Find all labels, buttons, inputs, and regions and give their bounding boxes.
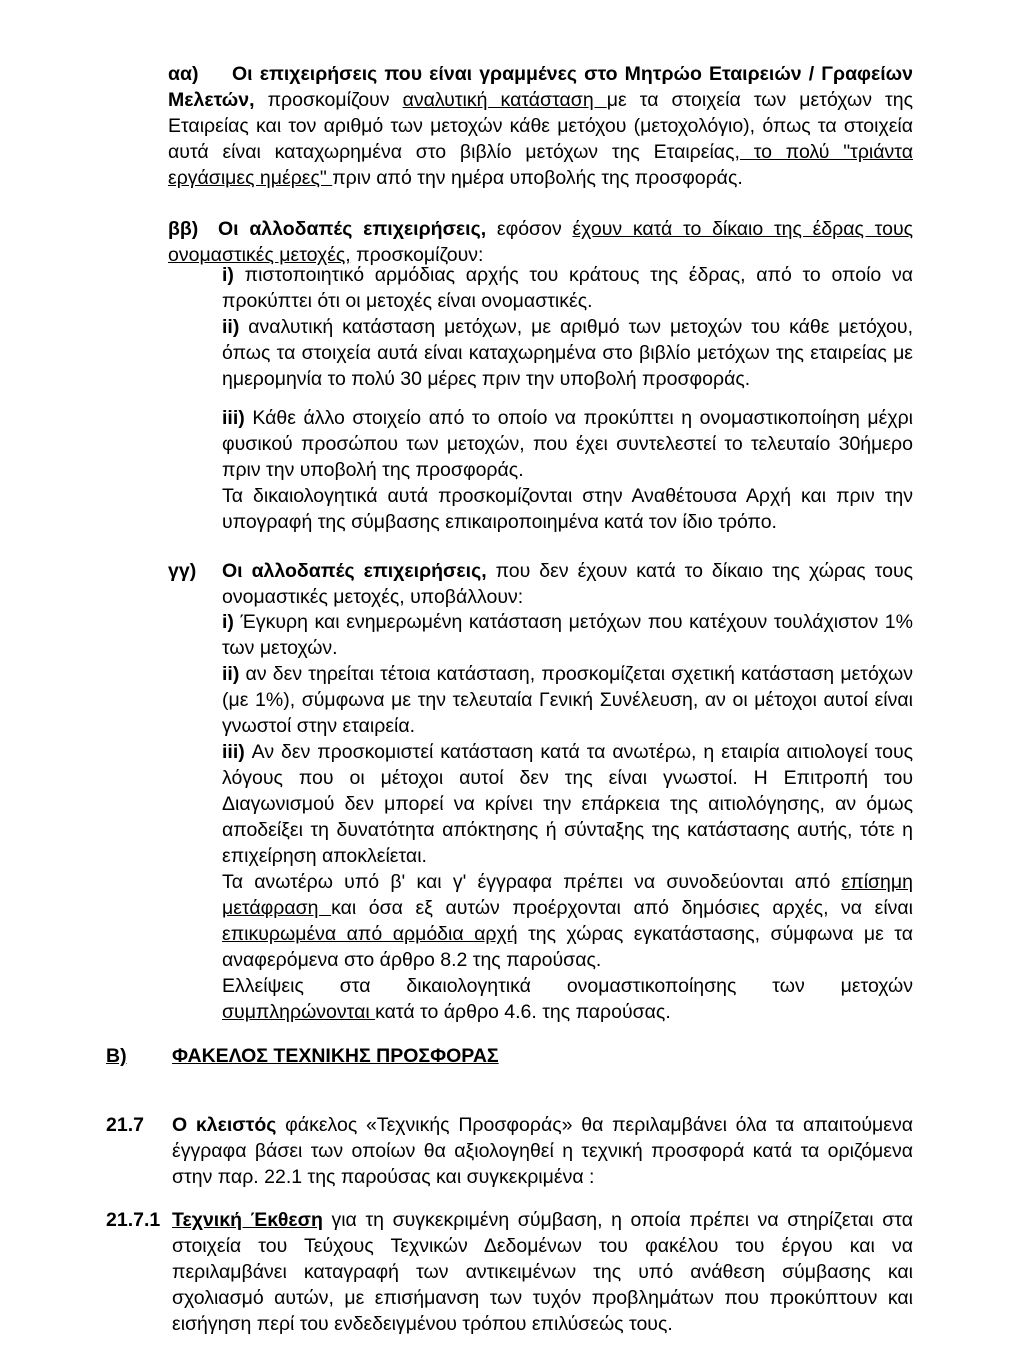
gg-p2-underlined-1: συμπληρώνονται bbox=[222, 1001, 376, 1023]
bb-iii-text: Κάθε άλλο στοιχείο από το οποίο να προκύπτει η ονομαστικοποίηση μέχρι φυσικού προσώπου των μετοχών, που έχει συντελεστεί το τελευταίο 30ήμερο πριν την υποβολή της προσφοράς. bbox=[222, 407, 913, 481]
paragraph-bb bbox=[168, 216, 913, 268]
paragraph-gg bbox=[222, 558, 913, 610]
gg-i-label: i) bbox=[222, 611, 234, 633]
section-b-label: Β) bbox=[106, 1045, 127, 1067]
aa-underlined-2: το πολύ "τριάντα εργάσιμες ημέρες" bbox=[168, 141, 913, 189]
item-label-aa: αα) bbox=[168, 63, 199, 85]
aa-underlined-1: αναλυτική κατάσταση bbox=[402, 89, 607, 111]
aa-text-1: προσκομίζουν bbox=[254, 89, 403, 111]
gg-ii-label: ii) bbox=[222, 663, 240, 685]
gg-p2-text-1: Ελλείψεις στα δικαιολογητικά ονομαστικοποίησης των μετοχών bbox=[222, 975, 913, 997]
bb-text-2: προσκομίζουν: bbox=[350, 244, 484, 266]
section-21-7-1-body: για τη συγκεκριμένη σύμβαση, η οποία πρέπει να στηρίζεται στα στοιχεία του Τεύχους Τεχνικών Δεδομένων του φακέλου του έργου και να περιλαμβάνει καταγραφή των αντικειμένων της υπό ανάθεση σύμβασης και σχολιασμό αυτών, με επισήμανση των τυχόν προβλημάτων που προκύπτουν και εισήγηση περί του ενδεδειγμένου τρόπου επιλύσεώς τους. bbox=[172, 1209, 913, 1335]
aa-text-3: πριν από την ημέρα υποβολής της προσφοράς. bbox=[332, 167, 743, 189]
gg-p1-text-3: της χώρας εγκατάστασης, σύμφωνα με τα αναφερόμενα στο άρθρο 8.2 της παρούσας. bbox=[222, 923, 914, 971]
bb-text-1: εφόσον bbox=[486, 218, 573, 240]
section-21-7-lead: Ο κλειστός bbox=[172, 1114, 277, 1136]
section-21-7-body: φάκελος «Τεχνικής Προσφοράς» θα περιλαμβάνει όλα τα απαιτούμενα έγγραφα βάσει των οποίων θα αξιολογηθεί η τεχνική προσφορά κατά τα οριζόμενα στην παρ. 22.1 της παρούσας και συγκεκριμένα : bbox=[172, 1114, 913, 1188]
item-label-gg: γγ) bbox=[168, 560, 197, 582]
bb-item-ii bbox=[222, 314, 913, 392]
gg-p1-text-2: και όσα εξ αυτών προέρχονται από δημόσιες αρχές, να είναι bbox=[331, 897, 914, 919]
section-21-7-number: 21.7 bbox=[106, 1114, 144, 1136]
gg-item-ii bbox=[222, 661, 913, 739]
gg-p1-underlined-1: επίσημη μετάφραση bbox=[222, 871, 913, 919]
bb-ii-text: αναλυτική κατάσταση μετόχων, με αριθμό των μετοχών του κάθε μετόχου, όπως τα στοιχεία αυτά είναι καταχωρημένα στο βιβλίο μετόχων της εταιρείας με ημερομηνία το πολύ 30 μέρες πριν την υποβολή προσφοράς. bbox=[222, 316, 913, 390]
aa-text-2: με τα στοιχεία των μετόχων της Εταιρείας και τον αριθμό των μετοχών κάθε μετόχου (μετοχολόγιο), όπως τα στοιχεία αυτά είναι καταχωρημένα στο βιβλίο μετόχων της Εταιρείας, bbox=[168, 89, 913, 163]
gg-note-1 bbox=[222, 869, 913, 973]
bb-item-iii bbox=[222, 405, 913, 483]
gg-note-2 bbox=[222, 973, 913, 1025]
bb-i-text: πιστοποιητικό αρμόδιας αρχής του κράτους της έδρας, από το οποίο να προκύπτει ότι οι μετοχές είναι ονομαστικές. bbox=[222, 264, 913, 312]
bb-ii-label: ii) bbox=[222, 316, 240, 338]
gg-p1-underlined-2: επικυρωμένα από αρμόδια αρχή bbox=[222, 923, 518, 945]
gg-lead: Οι αλλοδαπές επιχειρήσεις, bbox=[222, 560, 487, 582]
bb-i-label: i) bbox=[222, 264, 234, 286]
gg-p1-text-1: Τα ανωτέρω υπό β' και γ' έγγραφα πρέπει να συνοδεύονται από bbox=[222, 871, 842, 893]
gg-item-iii bbox=[222, 739, 913, 869]
gg-iii-label: iii) bbox=[222, 741, 245, 763]
aa-lead: Οι επιχειρήσεις που είναι γραμμένες στο Μητρώο Εταιρειών / Γραφείων Μελετών, bbox=[168, 63, 913, 111]
paragraph-aa bbox=[168, 61, 913, 191]
bb-iii-label: iii) bbox=[222, 407, 245, 429]
bb-item-i bbox=[222, 262, 913, 314]
section-21-7-1-number: 21.7.1 bbox=[106, 1209, 161, 1231]
section-b-title: ΦΑΚΕΛΟΣ ΤΕΧΝΙΚΗΣ ΠΡΟΣΦΟΡΑΣ bbox=[172, 1045, 499, 1067]
gg-text-1: που δεν έχουν κατά το δίκαιο της χώρας τους ονομαστικές μετοχές, υποβάλλουν: bbox=[222, 560, 914, 608]
gg-i-text: Έγκυρη και ενημερωμένη κατάσταση μετόχων που κατέχουν τουλάχιστον 1% των μετοχών. bbox=[222, 611, 913, 659]
section-21-7-1-text bbox=[172, 1207, 913, 1337]
gg-ii-text: αν δεν τηρείται τέτοια κατάσταση, προσκομίζεται σχετική κατάσταση μετόχων (με 1%), σύμφωνα με την τελευταία Γενική Συνέλευση, αν οι μέτοχοι αυτοί είναι γνωστοί στην εταιρεία. bbox=[222, 663, 913, 737]
item-label-bb: ββ) bbox=[168, 218, 199, 240]
bb-underlined-1: έχουν κατά το δίκαιο της έδρας τους ονομαστικές μετοχές, bbox=[168, 218, 914, 266]
section-21-7-text bbox=[172, 1112, 913, 1190]
bb-lead: Οι αλλοδαπές επιχειρήσεις, bbox=[218, 218, 487, 240]
gg-iii-text: Αν δεν προσκομιστεί κατάσταση κατά τα ανωτέρω, η εταιρία αιτιολογεί τους λόγους που οι μέτοχοι αυτοί δεν της είναι γνωστοί. Η Επιτροπή του Διαγωνισμού δεν μπορεί να κρίνει την επάρκεια της αιτιολόγησης, αν όμως αποδείξει τη δυνατότητα απόκτησης ή σύνταξης της κατάστασης αυτής, τότε η επιχείρηση αποκλείεται. bbox=[222, 741, 913, 867]
gg-item-i bbox=[222, 609, 913, 661]
gg-p2-text-2: κατά το άρθρο 4.6. της παρούσας. bbox=[375, 1001, 671, 1023]
section-21-7-1-lead: Τεχνική Έκθεση bbox=[172, 1209, 323, 1231]
bb-note: Τα δικαιολογητικά αυτά προσκομίζονται στην Αναθέτουσα Αρχή και πριν την υπογραφή της σύμβασης επικαιροποιημένα κατά τον ίδιο τρόπο. bbox=[222, 485, 913, 533]
